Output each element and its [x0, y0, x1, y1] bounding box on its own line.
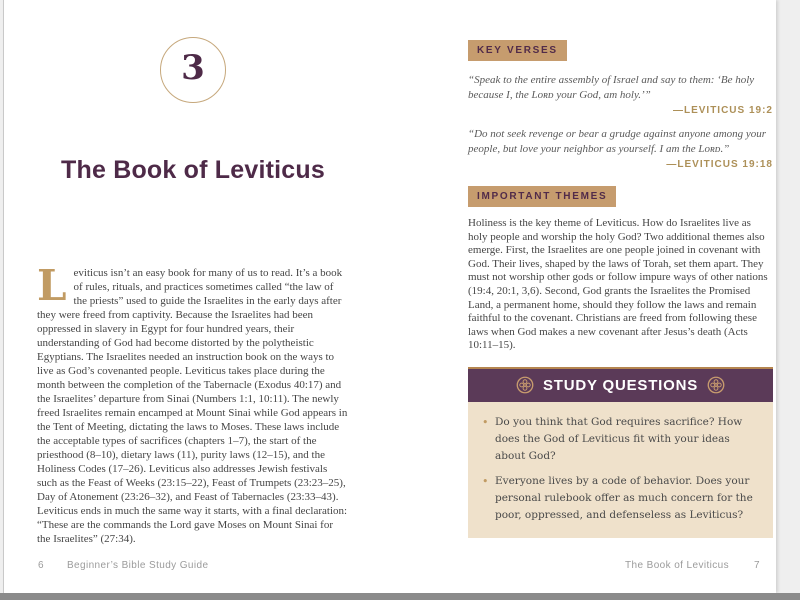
important-themes-text: Holiness is the key theme of Leviticus. How do Israelites live as holy people and worship the holy God? Two additional themes also emerge. First, the Israelites are one people joined in covenant with God. Their lives, shaped by the laws of Torah, set them apart. They must not worship other gods or follow impure ways of other nations (19:4, 20:1, 3,6). Second, God grants the Israelites the Promised Land, a permanent home, should they follow the laws and remain faithful to the covenant. Christians are freed from following these laws when God makes a new covenant after Jesus’s death (Acts 10:11–15).: [468, 217, 768, 352]
study-question-item: • Everyone lives by a code of behavior. Does your personal rulebook offer as much concern for the poor, oppressed, and defenseless as Leviticus?: [482, 473, 757, 523]
chapter-intro-text: eviticus isn’t an easy book for many of us to read. It’s a book of rules, rituals, and practices sometimes called “the law of the priests” used to guide the Israelites in the early days after they were freed from captivity. Because the Israelites had been oppressed in slavery in Egypt for four hundred years, their understanding of God had become distorted by the polytheistic Egyptians. The Israelites needed an instruction book on the ways to live as God’s covenanted people. Leviticus takes place during the month between the completion of the Tabernacle (Exodus 40:17) and the Israelites’ departure from Sinai (Numbers 1:1, 10:11). The newly freed Israelites remain encamped at Mount Sinai while God appears in the Tent of Meeting, dictating the laws to Moses. These laws include the acceptable types of sacrifices (chapters 1–7), the start of the priesthood (8–10), dietary laws (11), purity laws (12–15), and the Holiness Codes (17–26). Leviticus also addresses Jewish festivals such as the Feast of Weeks (23:15–22), Feast of Trumpets (23:23–25), Day of Atonement (23:26–32), and Feast of Tabernacles (23:33–43). Leviticus ends in much the same way it starts, with a final declaration: “These are the commands the Lord gave Moses on Mount Sinai for the Israelites” (27:34).: [37, 267, 348, 545]
study-questions-body: [468, 402, 773, 538]
book-page-spread: [3, 0, 776, 593]
rosette-medallion-icon: [707, 376, 725, 394]
verse-quote: “Speak to the entire assembly of Israel and say to them: ‘Be holy because I, the Lᴏʀᴅ your God, am holy.’”: [468, 74, 755, 101]
left-page-number: 6: [38, 560, 44, 571]
left-page: [37, 0, 349, 593]
study-questions-box: [468, 367, 773, 538]
study-questions-list: [482, 414, 757, 524]
key-verses-heading: KEY VERSES: [468, 40, 567, 61]
chapter-intro-paragraph: [37, 261, 349, 546]
important-themes-heading: IMPORTANT THEMES: [468, 186, 616, 207]
important-themes-section: [468, 186, 773, 207]
key-verse: [468, 127, 773, 170]
study-question-item: • Do you think that God requires sacrifice? How does the God of Leviticus fit with your ideas about God?: [482, 414, 757, 464]
key-verse: [468, 73, 773, 116]
chapter-number: 3: [181, 48, 205, 88]
verse-attribution: —LEVITICUS 19:18: [666, 159, 773, 170]
study-questions-header: [468, 369, 773, 402]
right-page-number: 7: [754, 560, 760, 571]
verse-attribution: —LEVITICUS 19:2: [672, 105, 773, 116]
study-questions-heading: STUDY QUESTIONS: [542, 376, 699, 394]
right-page: [468, 40, 773, 538]
rosette-medallion-icon: [516, 376, 534, 394]
page-bottom-edge: [0, 593, 800, 600]
verse-quote: “Do not seek revenge or bear a grudge against anyone among your people, but love your neighbor as yourself. I am the Lᴏʀᴅ.”: [468, 128, 767, 155]
left-footer: [38, 560, 208, 571]
book-title-footer: Beginner’s Bible Study Guide: [66, 560, 209, 571]
drop-cap: L: [37, 261, 67, 310]
right-footer: [625, 560, 760, 571]
page-title: The Book of Leviticus: [61, 156, 325, 184]
chapter-title-footer: The Book of Leviticus: [625, 560, 730, 571]
chapter-number-circle: [160, 37, 226, 103]
